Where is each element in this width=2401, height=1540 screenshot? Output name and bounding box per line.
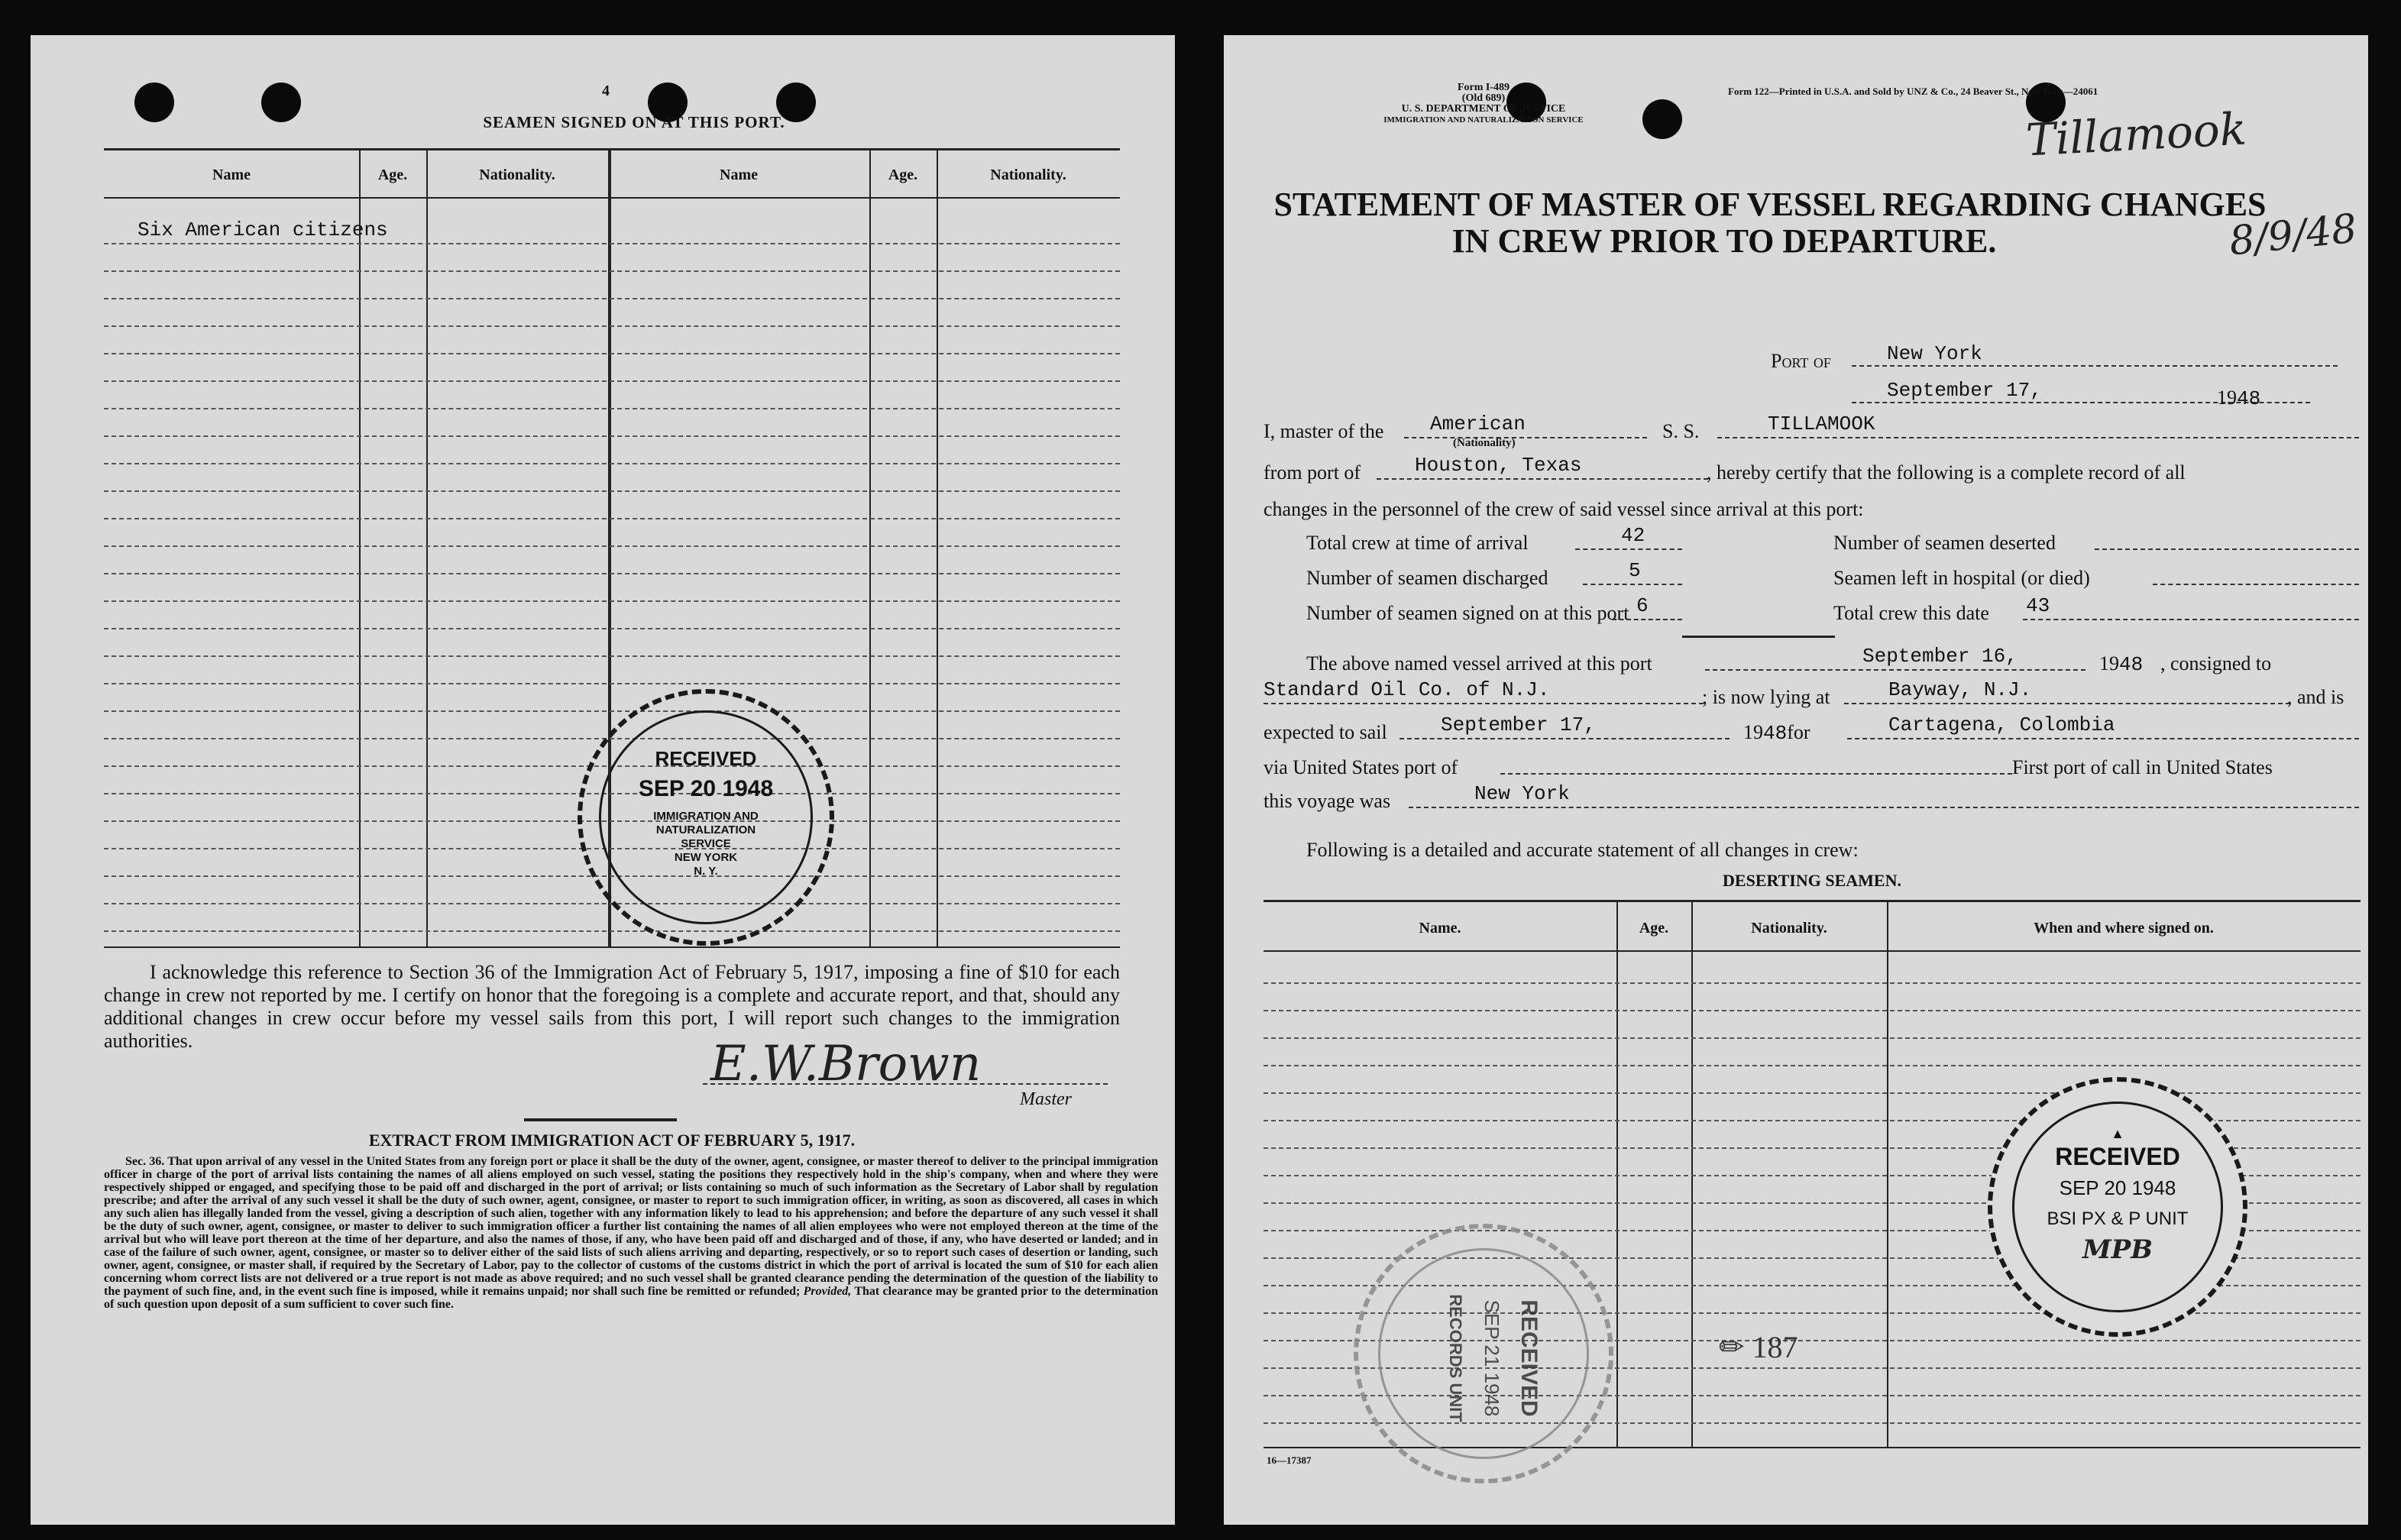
expected-year: 1948for	[1743, 721, 1810, 745]
ruled-line	[104, 463, 1120, 464]
from-port-label: from port of	[1264, 461, 1361, 484]
section-title: SEAMEN SIGNED ON AT THIS PORT.	[483, 113, 785, 131]
total-crew-arrival-value: 42	[1621, 524, 1645, 547]
ruled-line	[104, 380, 1120, 382]
ruled-line	[1264, 1065, 2361, 1066]
ruled-line	[104, 490, 1120, 492]
column-divider	[937, 148, 938, 946]
destination-value: Cartagena, Colombia	[1888, 713, 2115, 736]
this-voyage-label: this voyage was	[1264, 790, 1391, 812]
deserting-col-nationality: Nationality.	[1751, 920, 1827, 937]
handwritten-date: 8/9/48	[2227, 205, 2360, 265]
ruled-line	[104, 298, 1120, 299]
ship-name: TILLAMOOK	[1768, 412, 1875, 435]
ruled-line	[104, 930, 1120, 932]
ruled-line	[104, 655, 1120, 657]
signed-on-label: Number of seamen signed on at this port	[1306, 602, 1629, 624]
ruled-line	[104, 573, 1120, 574]
table-header-rule	[104, 197, 1120, 199]
form-code: 16—17387	[1267, 1454, 1312, 1466]
following-text: Following is a detailed and accurate statement of all changes in crew:	[1306, 839, 1859, 861]
received-stamp-bsi: ▲ RECEIVED SEP 20 1948 BSI PX & P UNIT MPB	[1988, 1077, 2247, 1337]
column-divider	[426, 148, 428, 946]
arrived-label: The above named vessel arrived at this port	[1306, 652, 1652, 675]
column-header-nationality-2: Nationality.	[990, 167, 1066, 183]
master-label: Master	[1020, 1089, 1072, 1109]
page-mark: ✏ 187	[1719, 1330, 1798, 1364]
deserting-col-signed-on: When and where signed on.	[2034, 920, 2214, 937]
received-stamp-records: RECEIVED SEP 21 1948 RECORDS UNIT	[1354, 1224, 1613, 1483]
deserted-label: Number of seamen deserted	[1833, 532, 2056, 554]
master-signature: E.W.Brown	[710, 1036, 982, 1092]
ruled-line	[104, 435, 1120, 437]
from-port-value: Houston, Texas	[1415, 454, 1582, 477]
deserting-title: DESERTING SEAMEN.	[1723, 871, 1901, 890]
left-page	[31, 35, 1175, 1525]
printer-note: Form 122—Printed in U.S.A. and Sold by UNZ & Co., 24 Beaver St., New York—24061	[1728, 86, 2098, 97]
table-top-rule	[104, 148, 1120, 150]
and-is-label: , and is	[2287, 686, 2344, 708]
form-date: September 17,	[1887, 379, 2042, 402]
master-of-the-label: I, master of the	[1264, 420, 1384, 442]
via-label: via United States port of	[1264, 756, 1458, 778]
ruled-line	[1264, 1037, 2361, 1039]
ss-label: S. S.	[1662, 420, 1700, 442]
total-today-label: Total crew this date	[1833, 602, 1989, 624]
ruled-line	[104, 353, 1120, 354]
right-page	[1224, 35, 2368, 1525]
ruled-line	[1264, 1092, 2361, 1094]
column-divider	[359, 148, 361, 946]
ruled-line	[104, 408, 1120, 409]
deserting-table-header-rule	[1264, 950, 2361, 952]
form-year: 1948	[2217, 387, 2261, 410]
discharged-label: Number of seamen discharged	[1306, 567, 1548, 589]
total-crew-arrival-label: Total crew at time of arrival	[1306, 532, 1529, 554]
discharged-value: 5	[1629, 559, 1641, 582]
ruled-line	[104, 545, 1120, 547]
column-header-nationality: Nationality.	[479, 167, 555, 183]
table-bottom-rule	[104, 946, 1120, 948]
lying-at-label: ; is now lying at	[1702, 686, 1830, 708]
ruled-line	[1264, 982, 2361, 984]
page-number: 4	[602, 82, 610, 99]
consignee-value: Standard Oil Co. of N.J.	[1264, 678, 1550, 701]
signature-line	[703, 1083, 1108, 1085]
form-header: Form I-489 (Old 689) U. S. DEPARTMENT OF JUSTICE IMMIGRATION AND NATURALIZATION SERVICE	[1383, 82, 1584, 125]
expected-label: expected to sail	[1264, 721, 1387, 743]
column-divider	[869, 148, 871, 946]
punch-hole	[1642, 99, 1682, 139]
separator-rule	[524, 1118, 677, 1121]
ruled-line	[104, 710, 1120, 712]
form-title: STATEMENT OF MASTER OF VESSEL REGARDING CHANGES IN CREW PRIOR TO DEPARTURE.	[1273, 186, 2267, 260]
ruled-line	[104, 518, 1120, 519]
column-header-age-2: Age.	[888, 167, 918, 183]
extract-text: Sec. 36. That upon arrival of any vessel in the United States from any foreign port or place it shall be the duty of the owner, agent, consignee, or master thereof to deliver to the principal immigration officer in charge of the port of arrival lists containing the names of all aliens employed on such vessel, stating the positions they respectively hold in the ship's company, when and where they were respectively shipped or engaged, and specifying those to be paid off and discharged in the port of arrival; or lists containing so much of such information as the Secretary of Labor shall by regulation prescribe; and after the arrival of any such vessel it shall be the duty of such owner, agent, consignee, or master to report to such immigration officer, in writing, as soon as discovered, all cases in which any such alien has illegally landed from the vessel, giving a description of such alien, together with any information likely to lead to his apprehension; and before the departure of any such vessel it shall be the duty of such owner, agent, consignee, or master to deliver to such immigration officer a further list containing the names of all alien employees who were not employed thereon at the time of the arrival but who will leave port thereon at the time of her departure, and also the names of those, if any, who have been paid off and discharged and of those, if any, who have deserted or landed; and in case of the failure of such owner, agent, consignee, or master so to deliver either of the said lists of such aliens arriving and departing, respectively, or so to report such cases of desertion or landing, such owner, agent, consignee, or master shall, if required by the Secretary of Labor, pay to the collector of customs of the customs district in which the port of arrival is located the sum of $10 for each alien concerning whom correct lists are not delivered or a true report is not made as above required; and no such vessel shall be granted clearance pending the determination of the question of the liability to the payment of such fine, and, in the event such fine is imposed, while it remains unpaid; nor shall such fine be remitted or refunded; Provided, That clearance may be granted prior to the determination of such question upon deposit of a sum sufficient to cover such fine.	[104, 1155, 1159, 1311]
ruled-line	[104, 683, 1120, 684]
ruled-line	[104, 243, 1120, 244]
nationality-value: American	[1430, 412, 1526, 435]
total-today-value: 43	[2026, 594, 2050, 617]
hospital-label: Seamen left in hospital (or died)	[1833, 567, 2090, 589]
crew-entry: Six American citizens	[138, 218, 388, 241]
deserting-table-top	[1264, 900, 2361, 902]
lying-at-value: Bayway, N.J.	[1888, 678, 2032, 701]
column-header-age: Age.	[377, 167, 408, 183]
punch-hole	[261, 82, 301, 122]
ruled-line	[104, 270, 1120, 272]
first-port-label: First port of call in United States	[2012, 756, 2273, 778]
acknowledgement-text: I acknowledge this reference to Section 36 of the Immigration Act of February 5, 1917, imposing a fine of $10 for each change in crew not reported by me. I certify on honor that the foregoing is a complete and accurate report, and that, should any additional changes in crew occur before my vessel sails from this port, I will report such changes to the immigration authorities.	[104, 961, 1120, 1052]
deserting-col-age: Age.	[1639, 920, 1669, 937]
first-port-value: New York	[1474, 782, 1570, 805]
expected-date: September 17,	[1441, 713, 1596, 736]
arrived-year: 1948	[2099, 652, 2144, 676]
column-header-name-2: Name	[720, 167, 758, 183]
port-label: Port of	[1771, 350, 1831, 372]
port-value: New York	[1887, 342, 1982, 365]
ruled-line	[1264, 1010, 2361, 1011]
changes-text: changes in the personnel of the crew of said vessel since arrival at this port:	[1264, 498, 1864, 520]
ruled-line	[104, 600, 1120, 602]
extract-title: EXTRACT FROM IMMIGRATION ACT OF FEBRUARY 5, 1917.	[368, 1131, 856, 1150]
signed-on-value: 6	[1636, 594, 1649, 617]
nationality-caption: (Nationality)	[1453, 437, 1516, 449]
certify-text: , hereby certify that the following is a complete record of all	[1707, 461, 2186, 484]
ruled-line	[104, 325, 1120, 327]
handwritten-ship-name: Tillamook	[2024, 102, 2248, 167]
consigned-to-label: , consigned to	[2160, 652, 2272, 675]
column-header-name: Name	[212, 167, 251, 183]
ruled-line	[104, 628, 1120, 629]
punch-hole	[134, 82, 174, 122]
arrived-date: September 16,	[1862, 645, 2018, 668]
deserting-col-name: Name.	[1419, 920, 1461, 937]
received-stamp: RECEIVED SEP 20 1948 IMMIGRATION AND NATURALIZATION SERVICE NEW YORK N. Y.	[578, 689, 834, 946]
stats-rule	[1682, 636, 1835, 638]
